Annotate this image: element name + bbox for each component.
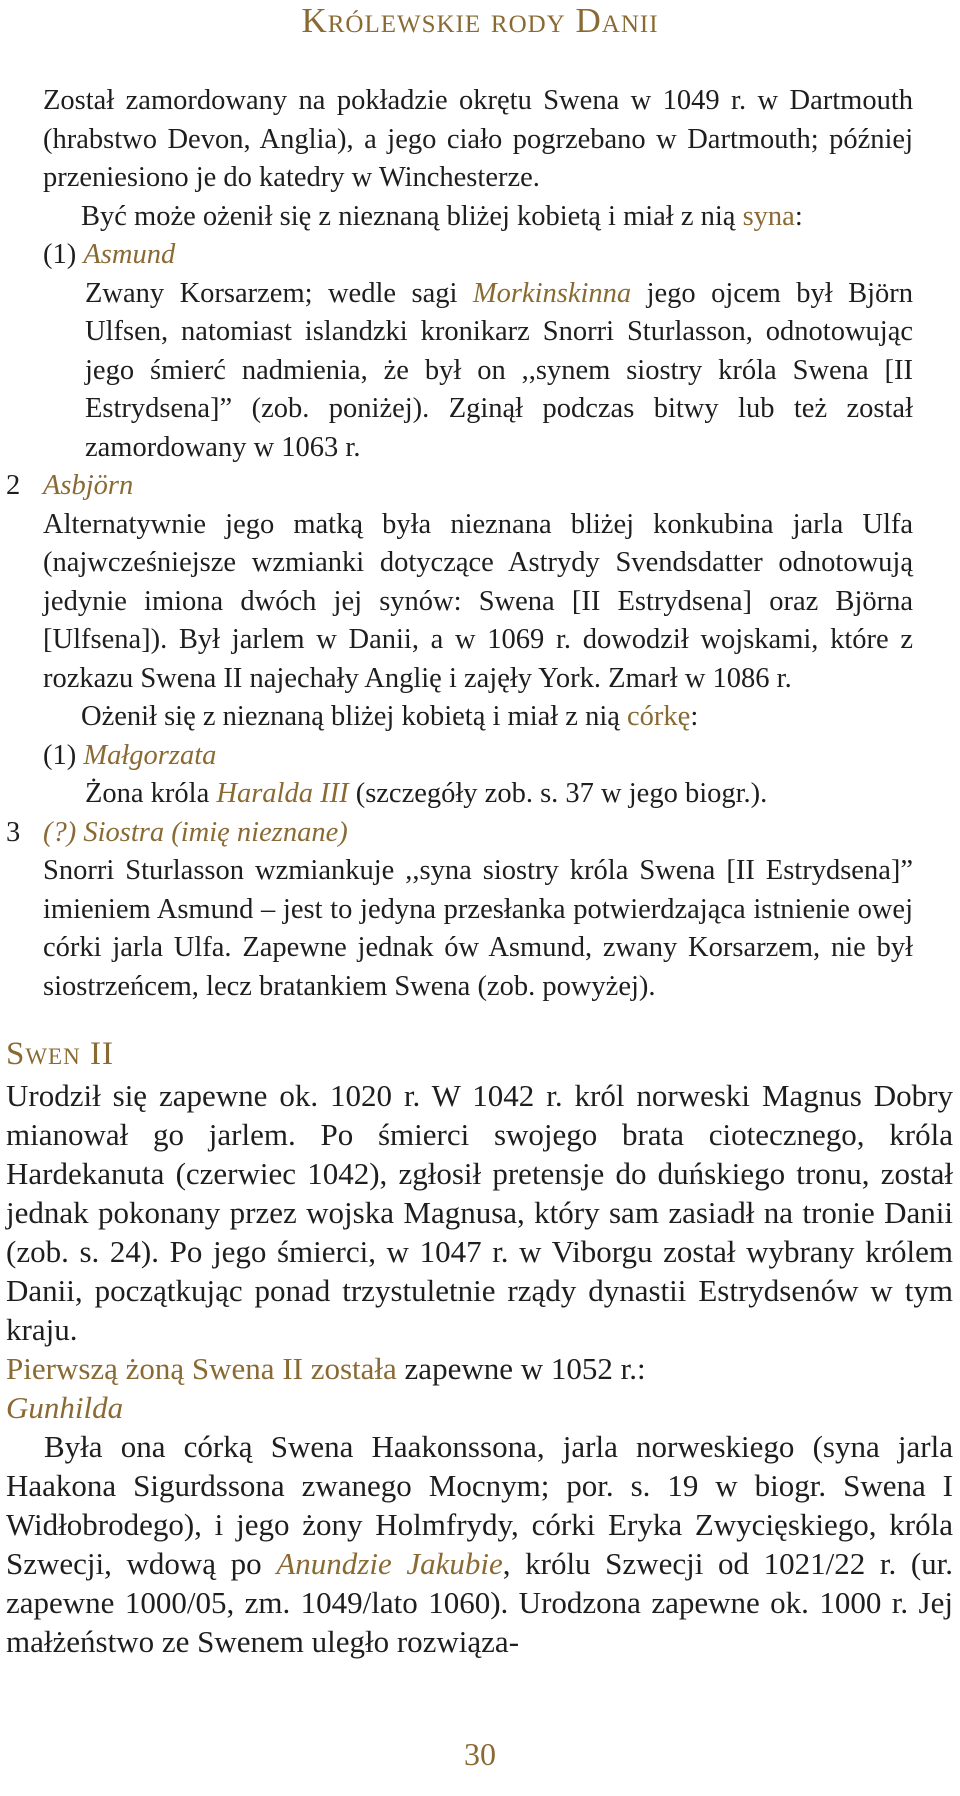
marriage-text: Być może ożenił się z nieznaną bliżej kobietą i miał z nią [81,200,743,232]
paragraph-death: Został zamordowany na pokładzie okrętu Swena w 1049 r. w Dartmouth (hrabstwo Devon, Anglia), a jego ciało pogrzebano w Dartmouth; później przeniesiono je do katedry w Winchesterze. [43,85,913,193]
child-entry-body-2 [43,775,913,814]
entry-body-2: Alternatywnie jego matką była nieznana bliżej konkubina jarla Ulfa (najwcześniejsze wzmianki dotyczące Astrydy Svendsdatter odnotowują jedynie imiona dwóch jej synów: Swena [II Estrydsena] oraz Björna [Ulfsena]). Był jarlem w Danii, a w 1069 r. dowodził wojskami, które z rozkazu Swena II najechały Anglię i zajęły York. Zmarł w 1086 r. [43,508,913,694]
wife-name: Gunhilda [6,1390,124,1425]
entry-marriage-text: Ożenił się z nieznaną bliżej kobietą i miał z nią [81,701,628,732]
child-name: Małgorzata [83,739,217,771]
page-number: 30 [464,1736,496,1772]
entry-name: (?) Siostra (imię nieznane) [43,816,348,848]
running-header: Królewskie rody Danii [301,1,659,40]
person-reference: Anundzie Jakubie [276,1546,503,1581]
entry-number: 3 [6,816,21,848]
child-number: (1) [43,739,77,771]
king-reference: Haralda III [216,778,349,809]
wife-bio-text: Była ona córką Swena Haakonssona, jarla norweskiego (syna jarla Haakona Sigurdssona zwanego Mocnym; por. s. 19 w biogr. Swena I Widłobrodego), i jego żony Holmfrydy, córki Eryka Zwycięskiego, króla Szwecji, wdową po [6,1429,953,1581]
child-name: Asmund [83,239,176,270]
entry-marriage-2 [43,698,913,737]
entry-marriage-colon: : [690,701,699,732]
entry-heading-2 [6,467,913,506]
marriage-colon: : [794,200,803,232]
daughter-relation-term: córkę [627,701,691,732]
entry-name: Asbjörn [43,470,134,501]
child-body-text: Zwany Korsarzem; wedle sagi [85,277,473,309]
first-wife-label: Pierwszą żoną Swena II została [6,1351,397,1386]
child-number: (1) [43,239,77,270]
paragraph-wife-bio [6,1427,953,1661]
text-block-upper [6,82,913,1006]
child-body-text-2: (szczegóły zob. s. 37 w jego biogr.). [348,778,768,809]
entry-body-3: Snorri Sturlasson wzmiankuje ,,syna siostry króla Swena [II Estrydsena]” imieniem Asmund – jest to jedyna przesłanka potwierdzająca istnienie owej córki jarla Ulfa. Zapewne jednak ów Asmund, zwany Korsarzem, nie był siostrzeńcem, lecz bratankiem Swena (zob. powyżej). [43,855,913,1002]
entry-heading-3 [6,814,913,853]
paragraph-marriage [43,198,913,237]
paragraph-first-wife [6,1349,953,1388]
paragraph-biography: Urodził się zapewne ok. 1020 r. W 1042 r. król norweski Magnus Dobry mianował go jarlem. Po śmierci swojego brata ciotecznego, króla Hardekanuta (czerwiec 1042), zgłosił pretensje do duńskiego tronu, został jednak pokonany przez wojska Magnusa, który sam zasiadł na tronie Danii (zob. s. 24). Po jego śmierci, w 1047 r. w Viborgu został wybrany królem Danii, początkując ponad trzystuletnie rządy dynastii Estrydsenów w tym kraju. [6,1078,953,1347]
saga-title: Morkinskinna [472,277,632,309]
section-heading: Swen II [6,1036,114,1072]
wife-bio-text-2: , królu Szwecji od 1021/22 r. (ur. zapewne 1000/05, zm. 1049/lato 1060). Urodzona zapewne ok. 1000 r. Jej małżeństwo ze Swenem uległo rozwiąza- [6,1546,954,1659]
child-body-text-2: jego ojcem był Björn Ulfsen, natomiast islandzki kronikarz Snorri Sturlasson, odnotowując jego śmierć nadmienia, że był on ,,synem siostry króla Swena [II Estrydsena]” (zob. poniżej). Zginął podczas bitwy lub też został zamordowany w 1063 r. [85,277,913,463]
child-entry-body [43,275,913,468]
child-entry-heading [43,236,913,275]
child-entry-heading-2 [43,737,913,776]
child-body-text: Żona króla [85,778,217,809]
first-wife-date: zapewne w 1052 r.: [396,1351,646,1386]
text-block-lower [6,1034,953,1661]
child-relation-term: syna [742,200,795,232]
entry-number: 2 [6,470,21,501]
